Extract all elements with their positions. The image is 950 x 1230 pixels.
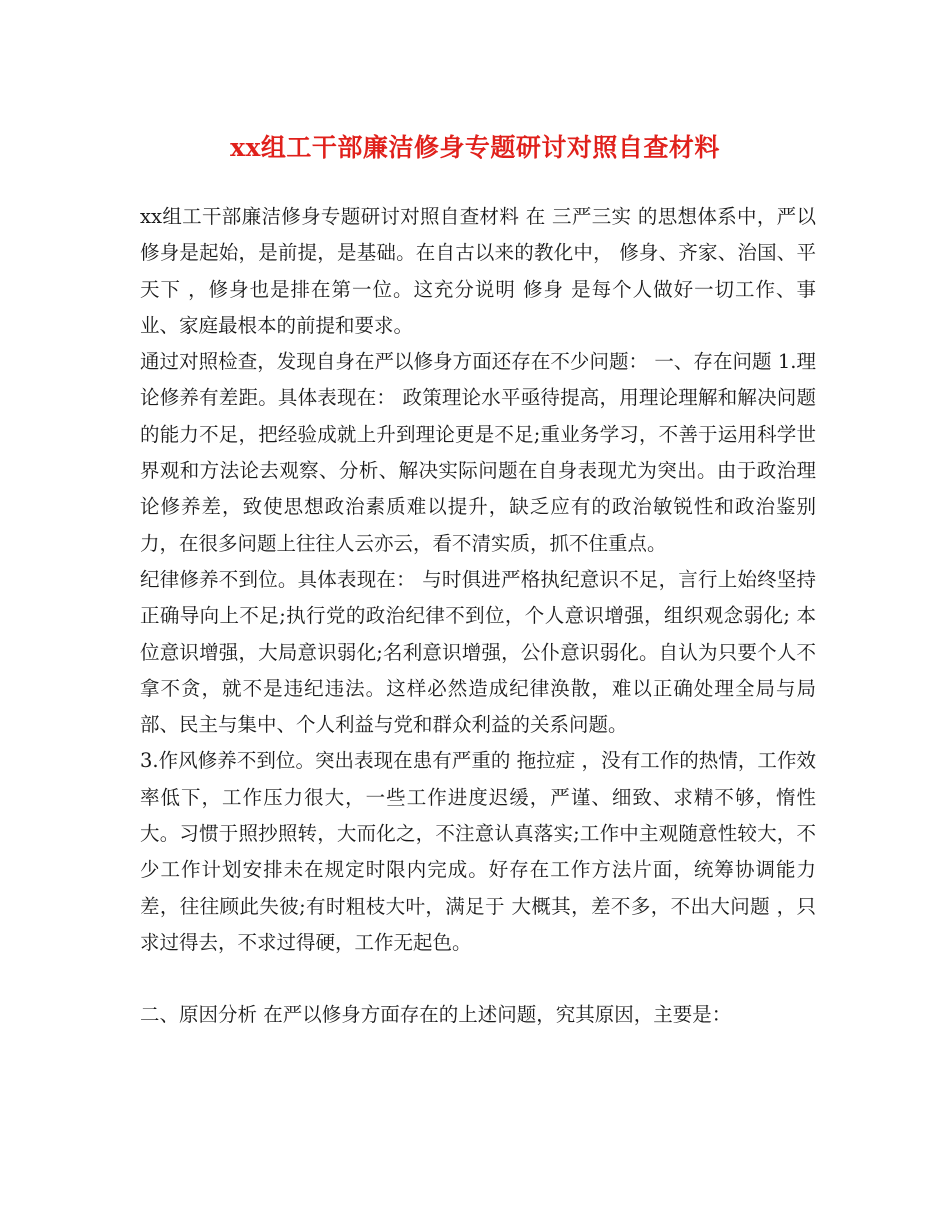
paragraph-problems-style: 3.作风修养不到位。突出表现在患有严重的 拖拉症 ，没有工作的热情，工作效率低下，工作压力很大，一些工作进度迟缓，严谨、细致、求精不够，惰性大。习惯于照抄照转，大而化之，不注意认真落实;工作中主观随意性较大，不少工作计划安排未在规定时限内完成。好存在工作方法片面，统筹协调能力差，往往顾此失彼;有时粗枝大叶，满足于 大概其，差不多，不出大问题 ，只求过得去，不求过得硬，工作无起色。 bbox=[140, 749, 816, 954]
document-title: xx组工干部廉洁修身专题研讨对照自查材料 bbox=[230, 133, 720, 162]
paragraph-problems-discipline: 纪律修养不到位。具体表现在： 与时俱进严格执纪意识不足，言行上始终坚持正确导向上不足;执行党的政治纪律不到位，个人意识增强，组织观念弱化; 本位意识增强，大局意识弱化;名利意识增强，公仆意识弱化。自认为只要个人不拿不贪，就不是违纪违法。这样必然造成纪律涣散，难以正确处理全局与局部、民主与集中、个人利益与党和群众利益的关系问题。 bbox=[140, 567, 816, 737]
paragraph-cause-analysis: 二、原因分析 在严以修身方面存在的上述问题，究其原因，主要是： bbox=[140, 1003, 732, 1027]
paragraph-intro: xx组工干部廉洁修身专题研讨对照自查材料 在 三严三实 的思想体系中，严以修身是起始，是前提，是基础。在自古以来的教化中， 修身、齐家、治国、平天下 ，修身也是排在第一位。这充分说明 修身 是每个人做好一切工作、事业、家庭最根本的前提和要求。 bbox=[140, 205, 816, 337]
document-body bbox=[140, 199, 816, 1034]
paragraph-problems-theory: 通过对照检查，发现自身在严以修身方面还存在不少问题： 一、存在问题 1.理论修养有差距。具体表现在： 政策理论水平亟待提高，用理论理解和解决问题的能力不足，把经验成就上升到理论更是不足;重业务学习，不善于运用科学世界观和方法论去观察、分析、解决实际问题在自身表现尤为突出。由于政治理论修养差，致使思想政治素质难以提升，缺乏应有的政治敏锐性和政治鉴别力，在很多问题上往往人云亦云，看不清实质，抓不住重点。 bbox=[140, 350, 816, 555]
